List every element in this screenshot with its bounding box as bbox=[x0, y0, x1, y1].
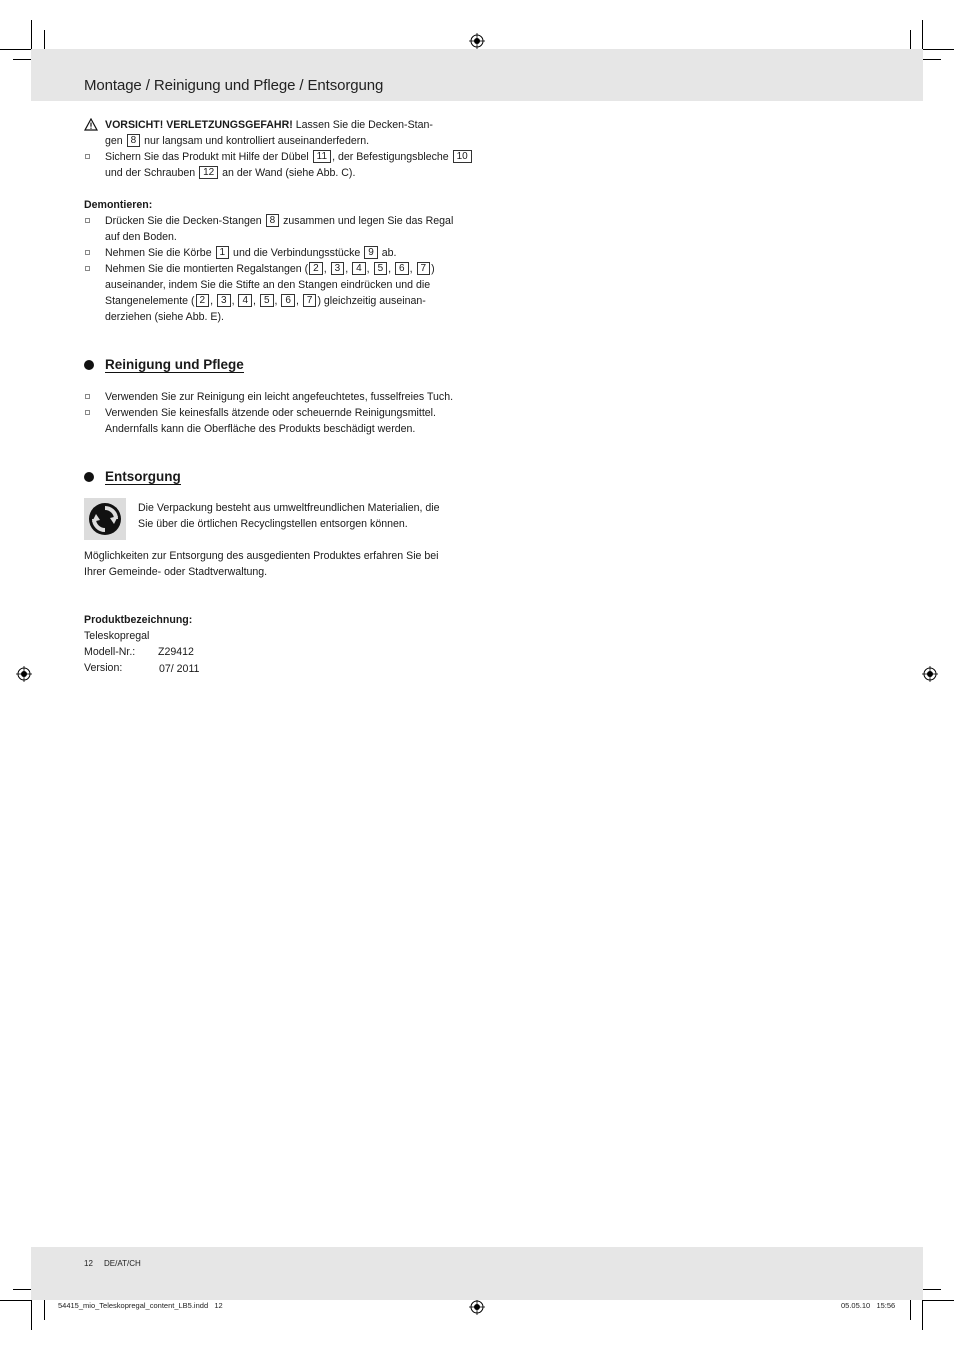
version-row bbox=[84, 660, 474, 676]
crop-mark bbox=[13, 1289, 31, 1290]
model-value: Z29412 bbox=[158, 646, 194, 658]
list-item-continuation bbox=[84, 421, 474, 437]
model-row bbox=[84, 644, 474, 660]
part-number: 3 bbox=[217, 294, 231, 307]
list-item-continuation bbox=[84, 229, 474, 245]
crop-mark bbox=[923, 1300, 954, 1301]
page-number: 12 bbox=[84, 1259, 93, 1268]
list-item-continuation bbox=[84, 309, 474, 325]
item-text: an der Wand (siehe Abb. C). bbox=[219, 167, 356, 179]
list-item bbox=[84, 405, 474, 421]
crop-mark bbox=[0, 1300, 31, 1301]
part-number: 10 bbox=[453, 150, 472, 163]
list-item-continuation bbox=[84, 165, 474, 181]
crop-mark bbox=[923, 1289, 941, 1290]
registration-mark-icon bbox=[469, 1299, 485, 1315]
section-heading-reinigung bbox=[84, 356, 474, 374]
crop-mark bbox=[923, 49, 954, 50]
page-title: Montage / Reinigung und Pflege / Entsorgung bbox=[84, 77, 384, 94]
separator: , bbox=[295, 295, 299, 307]
warning-line bbox=[84, 117, 474, 133]
part-number: 7 bbox=[417, 262, 431, 275]
item-text: Nehmen Sie die Körbe bbox=[105, 247, 215, 259]
part-number: 8 bbox=[266, 214, 280, 227]
part-number: 2 bbox=[196, 294, 210, 307]
separator: , bbox=[231, 295, 235, 307]
region-code: DE/AT/CH bbox=[104, 1259, 141, 1268]
part-number: 1 bbox=[216, 246, 230, 259]
square-bullet-icon bbox=[85, 394, 90, 399]
part-number: 3 bbox=[331, 262, 345, 275]
item-text: und die Verbindungsstücke bbox=[230, 247, 364, 259]
recycle-symbol bbox=[88, 502, 122, 536]
item-text: Verwenden Sie zur Reinigung ein leicht angefeuchtetes, fusselfreies Tuch. bbox=[105, 391, 454, 403]
list-item-continuation bbox=[84, 293, 474, 309]
version-label: Version: bbox=[84, 662, 123, 674]
part-number: 7 bbox=[303, 294, 317, 307]
packaging-line: Sie über die örtlichen Recyclingstellen entsorgen können. bbox=[138, 518, 408, 530]
square-bullet-icon bbox=[85, 154, 90, 159]
crop-mark bbox=[31, 20, 32, 49]
subheading-text: Demontieren: bbox=[84, 199, 153, 211]
part-number: 4 bbox=[238, 294, 252, 307]
item-text: ) gleichzeitig auseinan- bbox=[317, 295, 426, 307]
part-number: 9 bbox=[364, 246, 378, 259]
list-item bbox=[84, 245, 474, 261]
item-text: auf den Boden. bbox=[105, 231, 177, 243]
main-content bbox=[84, 117, 474, 676]
item-text: ab. bbox=[378, 247, 397, 259]
crop-mark bbox=[922, 1300, 923, 1330]
item-text: Stangenelemente ( bbox=[105, 295, 195, 307]
disposal-info: Möglichkeiten zur Entsorgung des ausgedienten Produktes erfahren Sie bei bbox=[84, 550, 439, 562]
bullet-dot-icon bbox=[84, 360, 94, 370]
warning-bold: VORSICHT! VERLETZUNGSGEFAHR! bbox=[105, 119, 293, 131]
footer-band bbox=[31, 1247, 923, 1300]
section-heading-text: Entsorgung bbox=[105, 469, 181, 484]
item-text: ) bbox=[431, 263, 435, 275]
separator: , bbox=[274, 295, 278, 307]
packaging-block bbox=[84, 500, 474, 548]
registration-mark-icon bbox=[922, 666, 938, 682]
crop-mark bbox=[923, 59, 941, 60]
separator: , bbox=[345, 263, 349, 275]
item-text: Verwenden Sie keinesfalls ätzende oder scheuernde Reinigungsmittel. bbox=[105, 407, 436, 419]
warning-text: gen bbox=[105, 135, 126, 147]
product-heading-text: Produktbezeichnung: bbox=[84, 614, 193, 626]
version-value: 07/ 2011 bbox=[159, 663, 200, 675]
print-date: 05.05.10 15:56 bbox=[841, 1301, 896, 1310]
crop-mark bbox=[31, 1300, 32, 1330]
warning-triangle-icon bbox=[84, 118, 98, 131]
registration-mark-icon bbox=[16, 666, 32, 682]
list-item bbox=[84, 261, 474, 277]
part-number: 5 bbox=[260, 294, 274, 307]
registration-mark-icon bbox=[469, 33, 485, 49]
item-text: Nehmen Sie die montierten Regalstangen ( bbox=[105, 263, 309, 275]
part-number: 6 bbox=[395, 262, 409, 275]
crop-mark bbox=[13, 59, 31, 60]
part-number: 12 bbox=[199, 166, 218, 179]
section-heading-entsorgung bbox=[84, 468, 474, 486]
square-bullet-icon bbox=[85, 218, 90, 223]
item-text: Andernfalls kann die Oberfläche des Produkts beschädigt werden. bbox=[105, 423, 416, 435]
list-item bbox=[84, 213, 474, 229]
warning-text: nur langsam und kontrolliert auseinanderfedern. bbox=[141, 135, 370, 147]
list-item bbox=[84, 149, 474, 165]
product-heading bbox=[84, 612, 474, 628]
crop-mark bbox=[910, 30, 911, 49]
separator: , bbox=[323, 263, 327, 275]
list-item-continuation bbox=[84, 277, 474, 293]
section-heading-text: Reinigung und Pflege bbox=[105, 357, 244, 372]
product-name: Teleskopregal bbox=[84, 630, 150, 642]
item-text: Sichern Sie das Produkt mit Hilfe der Dübel bbox=[105, 151, 312, 163]
part-number: 8 bbox=[127, 134, 141, 147]
model-label: Modell-Nr.: bbox=[84, 646, 136, 658]
square-bullet-icon bbox=[85, 266, 90, 271]
part-number: 5 bbox=[374, 262, 388, 275]
file-info: 54415_mio_Teleskopregal_content_LB5.indd 12 bbox=[58, 1301, 223, 1310]
crop-mark bbox=[44, 30, 45, 49]
part-number: 11 bbox=[313, 150, 331, 163]
part-number: 6 bbox=[281, 294, 295, 307]
separator: , bbox=[253, 295, 256, 307]
square-bullet-icon bbox=[85, 410, 90, 415]
part-number: 4 bbox=[352, 262, 366, 275]
separator: , bbox=[388, 263, 392, 275]
subheading-demontieren bbox=[84, 197, 474, 213]
packaging-text bbox=[138, 500, 440, 532]
item-text: , der Befestigungsbleche bbox=[332, 151, 452, 163]
crop-mark bbox=[0, 49, 31, 50]
packaging-line: Die Verpackung besteht aus umweltfreundlichen Materialien, die bbox=[138, 502, 440, 514]
list-item bbox=[84, 389, 474, 405]
item-text: Drücken Sie die Decken-Stangen bbox=[105, 215, 265, 227]
item-text: derziehen (siehe Abb. E). bbox=[105, 311, 224, 323]
part-number: 2 bbox=[309, 262, 323, 275]
warning-line-2 bbox=[84, 133, 474, 149]
separator: , bbox=[409, 263, 413, 275]
crop-mark bbox=[910, 1300, 911, 1320]
green-dot-recycling-icon bbox=[84, 498, 126, 540]
separator: , bbox=[366, 263, 370, 275]
square-bullet-icon bbox=[85, 250, 90, 255]
crop-mark bbox=[44, 1300, 45, 1320]
item-text: zusammen und legen Sie das Regal bbox=[280, 215, 454, 227]
warning-text: Lassen Sie die Decken-Stan- bbox=[292, 119, 433, 131]
item-text: und der Schrauben bbox=[105, 167, 199, 179]
separator: , bbox=[210, 295, 214, 307]
item-text: auseinander, indem Sie die Stifte an den Stangen eindrücken und die bbox=[105, 279, 431, 291]
crop-mark bbox=[922, 20, 923, 49]
disposal-info: Ihrer Gemeinde- oder Stadtverwaltung. bbox=[84, 566, 268, 578]
bullet-dot-icon bbox=[84, 472, 94, 482]
